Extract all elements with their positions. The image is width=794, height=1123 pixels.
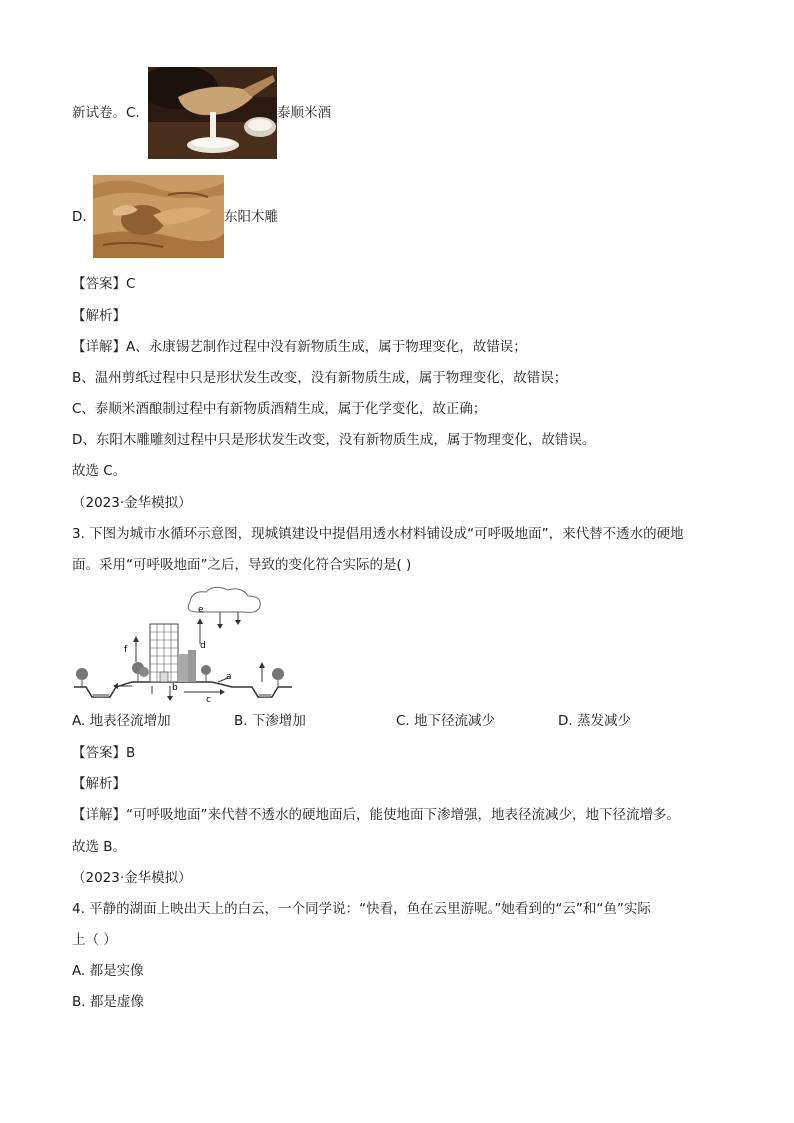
rice-wine-illustration: [148, 67, 277, 159]
q2-detail-line-4: D、东阳木雕雕刻过程中只是形状发生改变，没有新物质生成，属于物理变化，故错误。: [72, 432, 596, 448]
label-b: b: [172, 683, 178, 693]
q3-option-d: D. 蒸发减少: [558, 713, 631, 729]
label-a: a: [226, 672, 232, 682]
q2-detail-line-2: B、温州剪纸过程中只是形状发生改变，没有新物质生成，属于物理变化，故错误；: [72, 370, 568, 386]
label-f: f: [124, 645, 128, 655]
q2-analysis-heading: 【解析】: [72, 308, 126, 324]
q3-conclusion: 故选 B。: [72, 839, 127, 855]
q2-detail-line-1: 【详解】A、永康锡艺制作过程中没有新物质生成，属于物理变化，故错误；: [72, 339, 527, 355]
q4-option-b: B. 都是虚像: [72, 994, 144, 1010]
q3-stem-line-2: 面。采用“可呼吸地面”之后，导致的变化符合实际的是( ): [72, 557, 412, 573]
option-c-prefix: 新试卷。C.: [72, 105, 140, 121]
q2-answer: 【答案】C: [72, 276, 136, 292]
rice-wine-photo: [148, 67, 277, 159]
option-c-caption: 泰顺米酒: [277, 105, 331, 121]
q3-stem-line-1: 3. 下图为城市水循环示意图，现城镇建设中提倡用透水材料铺设成“可呼吸地面”，来代替不透水的硬地: [72, 526, 684, 542]
label-d: d: [200, 641, 206, 651]
q3-option-c: C. 地下径流减少: [396, 713, 496, 729]
wood-carving-photo: [93, 175, 224, 258]
q3-option-b: B. 下渗增加: [234, 713, 306, 729]
q3-source: （2023·金华模拟）: [72, 495, 192, 511]
q4-option-a: A. 都是实像: [72, 963, 144, 979]
water-cycle-figure: [72, 582, 294, 704]
label-c: c: [206, 695, 211, 704]
option-d-prefix: D.: [72, 209, 87, 225]
label-e: e: [198, 605, 204, 615]
q3-answer: 【答案】B: [72, 745, 136, 761]
q2-conclusion: 故选 C。: [72, 463, 127, 479]
q4-stem-line-2: 上（ ）: [72, 932, 117, 948]
wood-carving-illustration: [93, 175, 224, 258]
q3-detail: 【详解】“可呼吸地面”来代替不透水的硬地面后，能使地面下渗增强，地表径流减少，地下径流增多。: [72, 807, 680, 823]
q2-detail-line-3: C、泰顺米酒酿制过程中有新物质酒精生成，属于化学变化，故正确；: [72, 401, 487, 417]
q4-stem-line-1: 4. 平静的湖面上映出天上的白云，一个同学说：“快看，鱼在云里游呢。”她看到的“云”和“鱼”实际: [72, 901, 651, 917]
option-d-caption: 东阳木雕: [224, 209, 278, 225]
q3-analysis-heading: 【解析】: [72, 776, 126, 792]
q4-source: （2023·金华模拟）: [72, 870, 192, 886]
q3-option-a: A. 地表径流增加: [72, 713, 171, 729]
water-cycle-diagram: [72, 582, 294, 704]
